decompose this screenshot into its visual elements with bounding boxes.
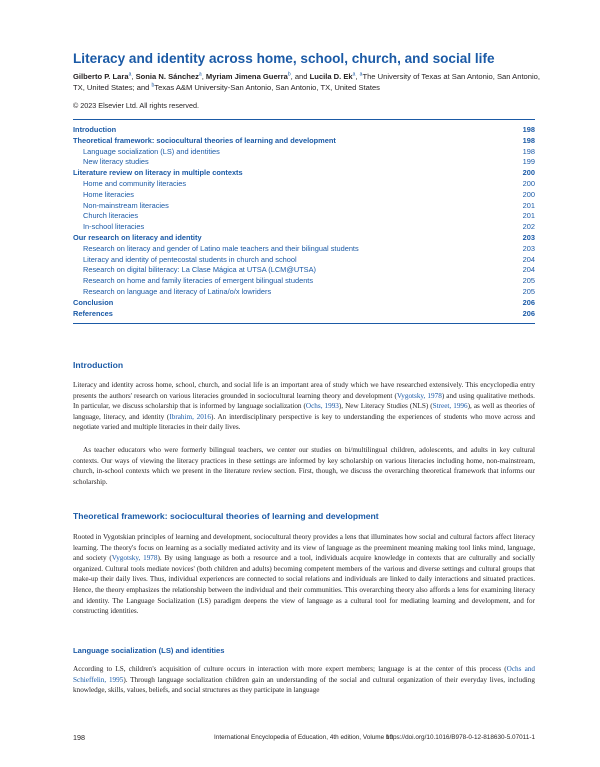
toc-entry-label: Home and community literacies xyxy=(83,178,187,188)
paragraph xyxy=(73,532,535,617)
toc-entry-label: In-school literacies xyxy=(83,222,145,232)
text-run: ). An interdisciplinary perspective is key to understanding the experiences of students who move across and negotiate varied and multiple literacies in their daily lives. xyxy=(73,412,535,432)
source-citation: International Encyclopedia of Education, 4th edition, Volume 10 xyxy=(214,734,394,741)
toc-entry-label: References xyxy=(73,308,113,318)
citation-link[interactable]: Ochs, 1993 xyxy=(305,402,339,411)
text-run: ), as well as theories of language, literacy, and identity ( xyxy=(73,402,535,421)
table-of-contents xyxy=(73,125,535,319)
text-run: ). Through language socialization children gain an understanding of the social and cultural organization of their everyday lives, including knowledge, skills, values, beliefs, and social structures as they participate in language xyxy=(73,675,535,695)
toc-entry-label: Theoretical framework: sociocultural theories of learning and development xyxy=(73,135,336,145)
toc-entry-label: Our research on literacy and identity xyxy=(73,232,202,242)
page-number: 198 xyxy=(73,733,85,742)
citation-link[interactable]: Vygotsky, 1978 xyxy=(396,391,442,400)
toc-entry-page: 204 xyxy=(522,254,535,264)
text-run: Rooted in Vygotskian principles of learning and development, sociocultural theory provides a lens that illuminates how social and cultural factors affect literacy learning. The theory's focus on learning as a socially mediated activity and its view of language as the preeminent meaning making tool links mind, language, and society ( xyxy=(73,533,535,563)
toc-entry[interactable] xyxy=(73,168,535,179)
citation-link[interactable]: Vygotsky, 1978 xyxy=(111,554,158,563)
toc-entry-page: 202 xyxy=(522,222,535,232)
toc-entry-page: 201 xyxy=(522,211,535,221)
separator: , xyxy=(355,72,360,81)
separator: , xyxy=(201,72,206,81)
toc-entry-label: Research on literacy and gender of Latino male teachers and their bilingual students xyxy=(83,243,359,253)
toc-entry-label: New literacy studies xyxy=(83,157,149,167)
toc-entry-page: 203 xyxy=(522,232,535,242)
paragraph xyxy=(73,380,535,433)
toc-entry[interactable] xyxy=(73,276,535,287)
toc-entry[interactable] xyxy=(73,222,535,233)
toc-entry-page: 198 xyxy=(522,135,535,145)
author-name[interactable]: Myriam Jimena Guerra xyxy=(205,72,288,81)
affiliation-marker: a xyxy=(352,71,356,78)
affiliation-marker: a xyxy=(359,71,363,78)
toc-entry[interactable] xyxy=(73,136,535,147)
affiliation-marker: a xyxy=(198,71,202,78)
toc-entry-label: Language socialization (LS) and identities xyxy=(83,146,220,156)
toc-entry[interactable] xyxy=(73,179,535,190)
toc-entry-page: 205 xyxy=(522,286,535,296)
toc-entry[interactable] xyxy=(73,147,535,158)
toc-entry-page: 206 xyxy=(522,297,535,307)
article-title: Literacy and identity across home, school, church, and social life xyxy=(73,51,495,66)
toc-entry-page: 198 xyxy=(522,146,535,156)
author-name[interactable]: Lucila D. Ek xyxy=(309,72,353,81)
toc-bottom-rule xyxy=(73,323,535,324)
affiliation-marker: a xyxy=(128,71,132,78)
separator: , xyxy=(131,72,136,81)
toc-entry-page: 203 xyxy=(522,243,535,253)
affiliation-b: Texas A&M University-San Antonio, San Antonio, TX, United States xyxy=(154,82,380,92)
toc-entry-page: 201 xyxy=(522,200,535,210)
separator: , and xyxy=(290,72,310,81)
text-run: Literacy and identity across home, school, church, and social life is an important area of study which we have researched extensively. This encyclopedia entry presents the authors' research on various literacies grounded in sociocultural learning theory and development ( xyxy=(73,381,535,400)
toc-entry[interactable] xyxy=(73,157,535,168)
toc-entry[interactable] xyxy=(73,125,535,136)
toc-entry[interactable] xyxy=(73,211,535,222)
text-run: According to LS, children's acquisition of culture occurs in interaction with more expert members; language is at the center of this process ( xyxy=(73,665,507,673)
toc-entry-page: 198 xyxy=(522,125,535,134)
toc-entry[interactable] xyxy=(73,244,535,255)
text-run: ), New Literacy Studies (NLS) ( xyxy=(338,402,433,411)
toc-entry-label: Literature review on literacy in multiple contexts xyxy=(73,168,243,178)
toc-entry[interactable] xyxy=(73,265,535,276)
author-name[interactable]: Sonia N. Sánchez xyxy=(135,72,199,81)
affiliation-marker: b xyxy=(151,81,155,88)
author-affiliations xyxy=(73,72,543,93)
toc-entry-label: Conclusion xyxy=(73,297,114,307)
page-footer xyxy=(73,733,535,745)
toc-entry-page: 200 xyxy=(522,168,535,178)
toc-entry[interactable] xyxy=(73,233,535,244)
toc-entry[interactable] xyxy=(73,309,535,320)
toc-entry-label: Research on digital biliteracy: La Clase Mágica at UTSA (LCM@UTSA) xyxy=(83,265,317,275)
toc-entry[interactable] xyxy=(73,201,535,212)
toc-entry[interactable] xyxy=(73,255,535,266)
citation-link[interactable]: Ochs and Schieffelin, 1995 xyxy=(73,665,535,684)
toc-entry-page: 199 xyxy=(522,157,535,167)
toc-entry-label: Home literacies xyxy=(83,189,134,199)
affiliation-marker: b xyxy=(287,71,291,78)
text-run: ) and using qualitative methods. In particular, we discuss scholarship that is informed by language socialization ( xyxy=(73,391,535,411)
toc-entry-label: Research on language and literacy of Latina/o/x lowriders xyxy=(83,286,272,296)
toc-entry-page: 200 xyxy=(522,189,535,199)
toc-entry-page: 200 xyxy=(522,178,535,188)
toc-top-rule xyxy=(73,119,535,120)
paragraph: As teacher educators who were formerly bilingual teachers, we center our studies on bi/multilingual children, adolescents, and adults in key cultural contexts. Our ways of viewing the literacy practices in these settings are informed by key scholarship on various literacies including home, non-mainstream, church, in-school contexts which we present in the literature review section. First, though, we discuss the overarching theoretical framework that informs our scholarship. xyxy=(73,446,535,486)
toc-entry-page: 205 xyxy=(522,276,535,286)
toc-entry-page: 204 xyxy=(522,265,535,275)
toc-entry-label: Research on home and family literacies of emergent bilingual students xyxy=(83,276,314,286)
toc-entry[interactable] xyxy=(73,190,535,201)
subsection-heading-ls: Language socialization (LS) and identities xyxy=(73,646,225,655)
author-name[interactable]: Gilberto P. Lara xyxy=(73,72,129,81)
section-heading-theory: Theoretical framework: sociocultural theories of learning and development xyxy=(73,511,379,521)
toc-entry-label: Literacy and identity of pentecostal students in church and school xyxy=(83,254,297,264)
toc-entry-label: Church literacies xyxy=(83,211,139,221)
toc-entry[interactable] xyxy=(73,287,535,298)
toc-entry-page: 206 xyxy=(522,308,535,318)
paragraph xyxy=(73,664,535,696)
section-heading-introduction: Introduction xyxy=(73,360,124,370)
toc-entry-label: Non-mainstream literacies xyxy=(83,200,169,210)
text-run: ). By using language as both a resource and a tool, individuals acquire knowledge in contexts that are culturally and socially organized. Cultural tools mediate novices' (both children and adults) becoming competent members of the various and diverse settings and cultural groups that make-up their daily lives. Thus, individual experiences are connected to social relations and individuals are linked to daily interactions and situated practices. Hence, the theory emphasizes the relationship between the individual and their communities. This overarching theory also affords a lens for examining literacy and identity. The Language Socialization (LS) paradigm deepens the view of language as a cultural tool for mediating learning and development, and for constructing identities. xyxy=(73,554,535,616)
citation-link[interactable]: Street, 1996 xyxy=(432,402,468,411)
copyright-notice: © 2023 Elsevier Ltd. All rights reserved. xyxy=(73,101,199,110)
toc-entry-label: Introduction xyxy=(73,125,117,134)
toc-entry[interactable] xyxy=(73,298,535,309)
doi-link[interactable]: https://doi.org/10.1016/B978-0-12-818630-5.07011-1 xyxy=(385,734,535,741)
affiliation-a: The University of Texas at San Antonio, San Antonio, TX, United States; and xyxy=(73,72,541,92)
citation-link[interactable]: Ibrahim, 2016 xyxy=(169,412,211,421)
